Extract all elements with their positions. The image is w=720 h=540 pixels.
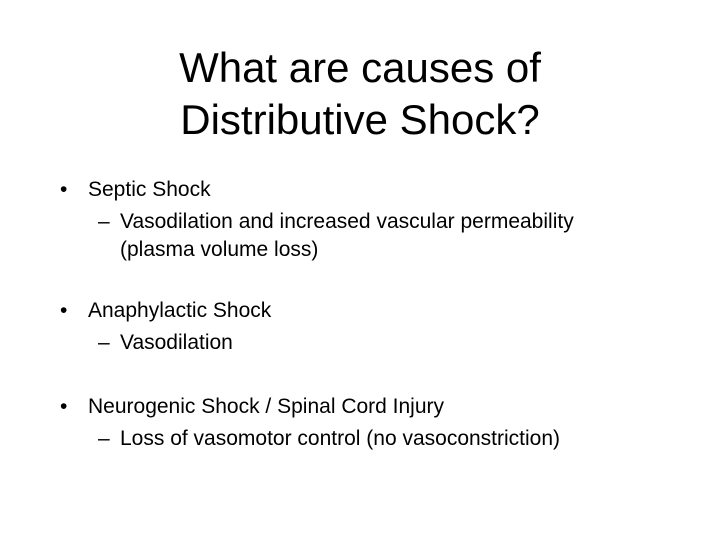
bullet-label: Neurogenic Shock / Spinal Cord Injury	[88, 395, 445, 418]
slide-title-line-2: Distributive Shock?	[180, 96, 540, 143]
sub-bullet-text: Loss of vasomotor control (no vasoconstriction)	[120, 427, 561, 450]
sub-bullet-marker: –	[98, 331, 110, 354]
bullet-label: Anaphylactic Shock	[88, 299, 272, 322]
sub-bullet-marker: –	[98, 210, 110, 233]
sub-bullet-text: Vasodilation and increased vascular permeability	[120, 210, 574, 233]
bullet-label: Septic Shock	[88, 178, 211, 201]
bullet-marker: •	[60, 178, 68, 201]
slide-title-line-1: What are causes of	[179, 44, 541, 91]
sub-bullet-marker: –	[98, 427, 110, 450]
sub-bullet-text: Vasodilation	[120, 331, 233, 354]
bullet-marker: •	[60, 299, 68, 322]
bullet-marker: •	[60, 395, 68, 418]
sub-bullet-text-continued: (plasma volume loss)	[120, 238, 319, 261]
